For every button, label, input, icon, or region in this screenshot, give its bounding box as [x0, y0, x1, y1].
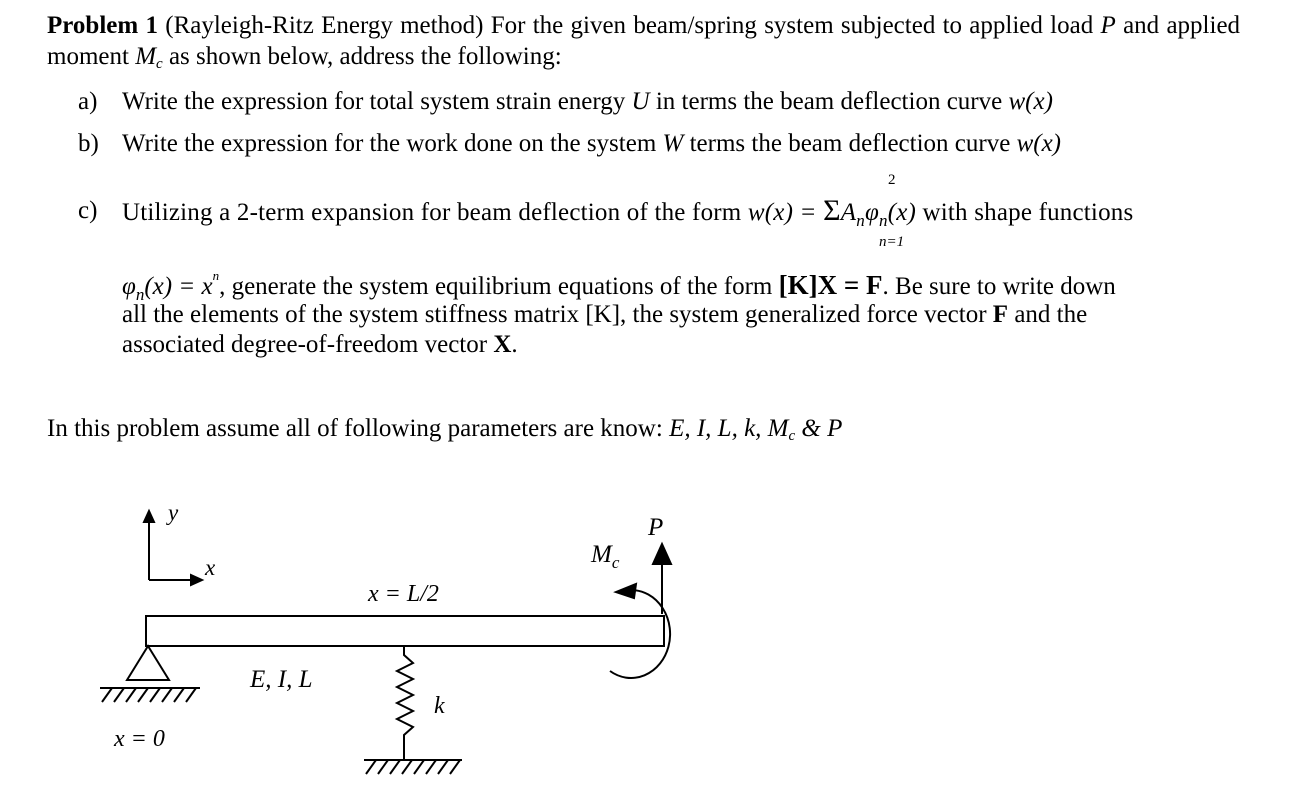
part-c-line3: all the elements of the system stiffness matrix [K], the system generalized force vector F and the: [122, 301, 1088, 328]
origin-label: x = 0: [114, 726, 165, 752]
sum-lower-limit: n=1: [879, 234, 905, 250]
part-a-text: Write the expression for total system strain energy U in terms the beam deflection curve w(x): [122, 88, 1053, 115]
part-c-line2: $\varphi_n(x) = x^n$, generate the system equilibrium equations of the form [K]X = F. Be sure to write down: [122, 268, 1116, 304]
problem-label: Problem 1: [47, 12, 158, 39]
part-b-text: Write the expression for the work done on the system W terms the beam deflection curve w(x): [122, 130, 1061, 157]
part-b-label: b): [78, 130, 99, 157]
x-axis-label: x: [205, 555, 216, 580]
load-label: P: [648, 514, 664, 541]
midspan-label: x = L/2: [368, 581, 439, 607]
spring-label: k: [434, 693, 445, 719]
assumptions: In this problem assume all of following parameters are know: E, I, L, k, $M_c$ & P: [47, 415, 843, 444]
spring-icon: [364, 646, 462, 774]
part-c-line4: associated degree-of-freedom vector X.: [122, 331, 518, 358]
summation-symbol: Σ: [823, 194, 841, 227]
problem-intro-2: applied moment: [47, 12, 1241, 70]
problem-intro-3: as shown below, address the following:: [168, 43, 562, 70]
beam-properties-label: E, I, L: [250, 666, 313, 693]
sum-upper-limit: 2: [888, 172, 896, 188]
equilibrium-form: [K]X = F: [778, 270, 883, 300]
part-a-label: a): [78, 88, 98, 115]
problem-method: (Rayleigh-Ritz Energy method): [165, 12, 484, 39]
deflection-eq-lhs: w(x) =: [747, 199, 817, 226]
moment-symbol: $M_c$: [135, 43, 163, 72]
moment-label: $M_c$: [591, 541, 620, 572]
problem-intro: For the given beam/spring system subjected to applied load: [490, 12, 1094, 39]
and-text: and: [1123, 12, 1160, 39]
beam: [146, 616, 664, 646]
pin-support-icon: [100, 646, 200, 702]
load-symbol: P: [1100, 12, 1116, 39]
part-c-line1: Utilizing a 2-term expansion for beam deflection of the form $w(x) = \Sigma A_n\varphi_n(x)$ with shape functions: [122, 194, 1134, 230]
y-axis-label: y: [168, 500, 179, 525]
load-arrow-icon: [653, 544, 671, 614]
part-c-label: c): [78, 197, 98, 224]
